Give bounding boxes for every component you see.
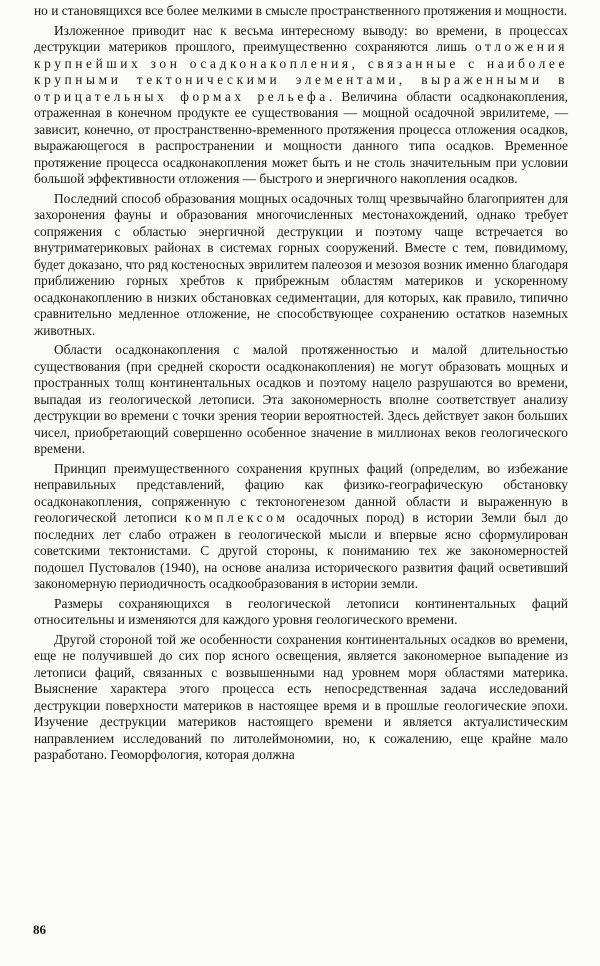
text-run: но и становящихся все более мелкими в смысле пространственного протяжения и мощности. [34, 3, 568, 18]
paragraph [34, 632, 568, 764]
spaced-emphasis: отложения крупнейших зон осадконакопления, связанные с наиболее крупными тектоническими элементами, выраженными в отрицательных формах рельефа [34, 39, 568, 104]
text-run: Последний способ образования мощных осадочных толщ чрезвычайно благоприятен для захоронения фауны и образования многочисленных местонахождений, однако требует сопряжения с областью энергичной деструкции и поэтому чаще встречается во внутриматериковых районах в системах горных сооружений. Вместе с тем, повидимому, будет доказано, что ряд костеносных эврилитем палеозоя и мезозоя возник именно благодаря приближению горных хребтов к прибрежным областям материков и ускоренному осадконакоплению в низких обстановках седиментации, для которых, как правило, типично сравнительно медленное отложение, не способствующее сохранению остатков наземных животных. [34, 190, 568, 338]
text-run: Размеры сохраняющихся в геологической летописи континентальных фаций относительны и изменяются для каждого уровня геологического времени. [34, 595, 568, 627]
body-text [34, 3, 568, 767]
text-run: Другой стороной той же особенности сохранения континентальных осадков во времени, еще не получившей до сих пор ясного освещения, является закономерное выпадение из летописи фаций, связанных с возвышенными над уровнем моря областями материка. Выяснение характера этого процесса есть непосредственная задача исследований деструкции поверхности материков в настоящее время и в прошлые геологические эпохи. Изучение деструкции материков настоящего времени и является актуалистическим направлением исследований по литолеймономии, но, к сожалению, еще крайне мало разработано. Геоморфология, которая должна [34, 631, 568, 762]
text-run: Принцип преимущественного сохранения крупных фаций (определим, во избежание неправильных представлений, фацию как физико-географическую обстановку осадконакопления, сопряженную с тектоногенезом данной области и выраженную в геологической летописи [34, 460, 568, 525]
paragraph [34, 191, 568, 340]
paragraph [34, 23, 568, 188]
text-run: осадочных пород) в истории Земли был до последних лет слабо отражен в геологической мысли и впервые ясно сформулирован советскими тектонистами. С другой стороны, к пониманию тех же закономерностей подошел Пустовалов (1940), на основе анализа исторического развития фаций осветивший закономерную периодичность осадкообразования в истории земли. [34, 510, 568, 591]
paragraph [34, 3, 568, 20]
page-number: 86 [33, 922, 46, 937]
text-run: . Величина области осадконакопления, отраженная в конечном продукте ее существования — мощной осадочной эврилитеме, — зависит, конечно, от пространственно-временного протяжения процесса отложения осадков, выражающегося в распространении и мощности данного типа осадков. Временно́е протяжение процесса осадконакопления может быть и не столь значительным при условии большой эффективности отложения — быстрого и энергичного накопления осадков. [34, 88, 568, 186]
paragraph [34, 596, 568, 629]
paragraph [34, 342, 568, 458]
paragraph [34, 461, 568, 593]
text-run: Изложенное приводит нас к весьма интересному выводу: во времени, в процессах деструкции материков прошлого, преимущественно сохраняются лишь [34, 22, 568, 54]
spaced-emphasis: комплексом [184, 510, 289, 525]
text-run: Области осадконакопления с малой протяженностью и малой длительностью существования (при средней скорости осадконакопления) не могут образовать мощных и пространных толщ континентальных осадков и поэтому нацело разрушаются во времени, выпадая из геологической летописи. Эта закономерность вполне соответствует анализу деструкции во времени с точки зрения теории вероятностей. Здесь действует закон больших чисел, приобретающий совершенно особенное значение в миллионах веков геологического времени. [34, 342, 568, 456]
